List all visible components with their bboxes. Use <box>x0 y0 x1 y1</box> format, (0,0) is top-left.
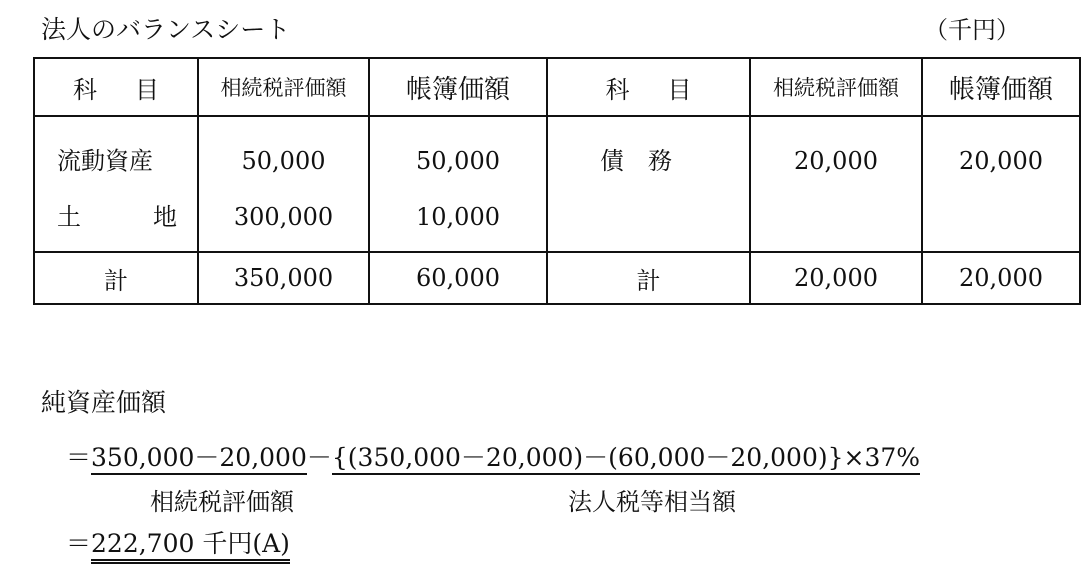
result-value: 222,700 千円(A) <box>91 529 290 564</box>
net-asset-result <box>66 524 290 560</box>
liability-names-cell <box>547 116 750 252</box>
header-book-value-liabilities: 帳簿価額 <box>922 58 1080 116</box>
header-book-value-assets: 帳簿価額 <box>369 58 547 116</box>
land-inheritance-value: 300,000 <box>233 203 334 231</box>
corporate-tax-term-label: 法人税等相当額 <box>568 488 736 516</box>
liability-total-book-value: 20,000 <box>922 252 1080 304</box>
debt-book-value: 20,000 <box>959 147 1043 175</box>
minus-sign: － <box>306 443 332 472</box>
asset-total-inheritance-value: 350,000 <box>198 252 369 304</box>
result-equals-sign: ＝ <box>66 529 92 558</box>
asset-total-book-value: 60,000 <box>369 252 547 304</box>
header-item-assets: 科 目 <box>34 58 198 116</box>
unit-label: （千円） <box>924 16 1020 44</box>
net-asset-formula <box>66 438 920 474</box>
table-header-row <box>34 58 1080 116</box>
land-label: 土 地 <box>57 203 177 231</box>
land-book-value: 10,000 <box>416 203 500 231</box>
current-assets-inheritance-value: 50,000 <box>241 147 326 175</box>
balance-sheet-table <box>33 57 1081 305</box>
table-total-row <box>34 252 1080 304</box>
inheritance-value-term-label: 相続税評価額 <box>150 488 294 516</box>
current-assets-book-value: 50,000 <box>416 147 500 175</box>
header-inheritance-value-liabilities: 相続税評価額 <box>750 58 922 116</box>
header-item-liabilities: 科 目 <box>547 58 750 116</box>
net-asset-value-heading: 純資産価額 <box>41 388 167 417</box>
table-body-row <box>34 116 1080 252</box>
equals-sign: ＝ <box>66 443 92 472</box>
asset-book-values-cell <box>369 116 547 252</box>
current-assets-label: 流動資産 <box>57 147 153 175</box>
corporate-tax-term: {(350,000－20,000)－(60,000－20,000)}×37% <box>332 443 920 475</box>
debt-label: 債 務 <box>600 147 672 175</box>
liability-total-label: 計 <box>547 252 750 304</box>
header-inheritance-value-assets: 相続税評価額 <box>198 58 369 116</box>
liability-total-inheritance-value: 20,000 <box>750 252 922 304</box>
document-title: 法人のバランスシート <box>41 15 291 44</box>
asset-names-cell <box>34 116 198 252</box>
liability-inheritance-values-cell <box>750 116 922 252</box>
inheritance-value-term: 350,000－20,000 <box>91 443 307 475</box>
debt-inheritance-value: 20,000 <box>794 147 878 175</box>
asset-inheritance-values-cell <box>198 116 369 252</box>
asset-total-label: 計 <box>34 252 198 304</box>
liability-book-values-cell <box>922 116 1080 252</box>
